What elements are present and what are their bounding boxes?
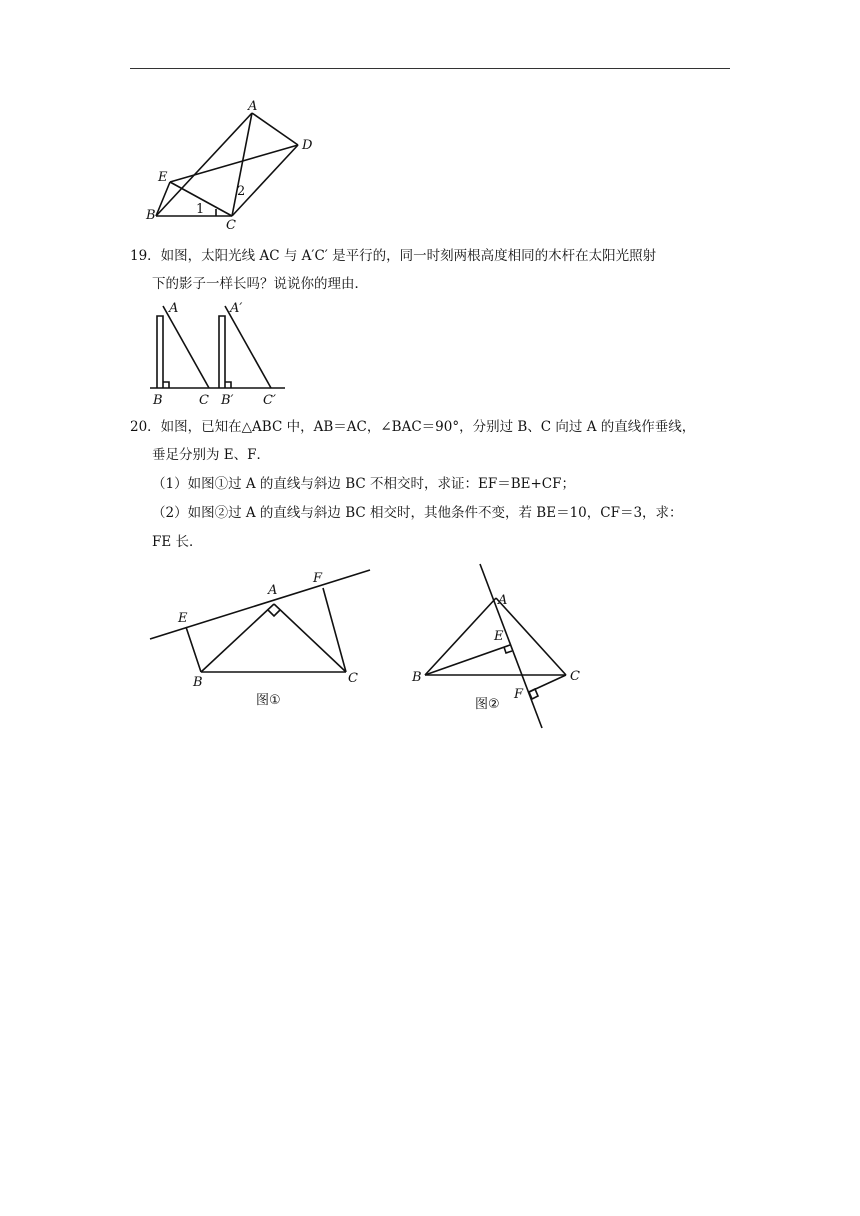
label-B: B	[412, 670, 422, 685]
segment-FC	[323, 588, 346, 672]
angle-label-2: 2	[237, 184, 246, 199]
q20-line-4: （2）如图②过 A 的直线与斜边 BC 相交时，其他条件不变，若 BE＝10，CF＝3，求：	[152, 505, 683, 521]
caption-figure-2: 图②	[475, 697, 500, 712]
label-D: D	[302, 138, 313, 153]
label-F: F	[514, 687, 524, 702]
figure-q18	[140, 95, 330, 233]
segment-AC	[274, 604, 346, 672]
segment-AD	[252, 113, 298, 145]
line-through-A	[150, 570, 370, 639]
label-E: E	[178, 611, 188, 626]
segment-AB	[425, 598, 496, 675]
q19-line-2: 下的影子一样长吗？说说你的理由．	[152, 276, 368, 292]
label-C: C	[570, 669, 580, 684]
q20-line-1: 20．如图，已知在△ABC 中，AB＝AC，∠BAC＝90°，分别过 B、C 向过 A 的直线作垂线，	[130, 419, 696, 435]
label-C: C	[348, 671, 358, 686]
label-B: B	[153, 393, 163, 408]
q20-line-3: （1）如图①过 A 的直线与斜边 BC 不相交时，求证：EF＝BE+CF；	[152, 476, 576, 492]
label-A: A	[498, 593, 508, 608]
label-C: C	[226, 218, 236, 233]
label-A: A	[169, 301, 179, 316]
segment-ED	[170, 145, 298, 182]
right-angle-A	[268, 610, 280, 616]
header-rule	[130, 68, 730, 69]
right-angle-E	[504, 647, 512, 653]
segment-AB	[201, 604, 274, 672]
label-A-prime: A′	[230, 301, 243, 316]
segment-EB	[186, 627, 201, 672]
segment-AC	[496, 598, 566, 675]
label-B: B	[146, 208, 156, 223]
label-E: E	[494, 629, 504, 644]
segment-AC	[232, 113, 252, 216]
q20-line-2: 垂足分别为 E、F．	[152, 447, 271, 463]
right-angle-B	[163, 382, 169, 388]
label-B-prime: B′	[221, 393, 234, 408]
label-E: E	[158, 170, 168, 185]
pole-AB	[157, 316, 163, 388]
right-angle-B2	[225, 382, 231, 388]
segment-EB	[156, 182, 170, 216]
sun-ray-AC	[163, 306, 209, 388]
pole-A2B2	[219, 316, 225, 388]
caption-figure-1: 图①	[256, 693, 281, 708]
label-C-prime: C′	[263, 393, 276, 408]
angle-label-1: 1	[196, 202, 205, 217]
segment-DC	[232, 145, 298, 216]
figure-q20-2	[408, 560, 588, 732]
label-F: F	[313, 571, 323, 586]
label-A: A	[248, 99, 258, 114]
figure-q19	[145, 300, 295, 412]
label-B: B	[193, 675, 203, 690]
q20-line-5: FE 长．	[152, 534, 203, 550]
figure-q20-1	[148, 566, 373, 716]
sun-ray-A2C2	[225, 306, 271, 388]
label-A: A	[268, 583, 278, 598]
q19-line-1: 19．如图，太阳光线 AC 与 A′C′ 是平行的，同一时刻两根高度相同的木杆在太阳光照射	[130, 248, 657, 264]
label-C: C	[199, 393, 209, 408]
